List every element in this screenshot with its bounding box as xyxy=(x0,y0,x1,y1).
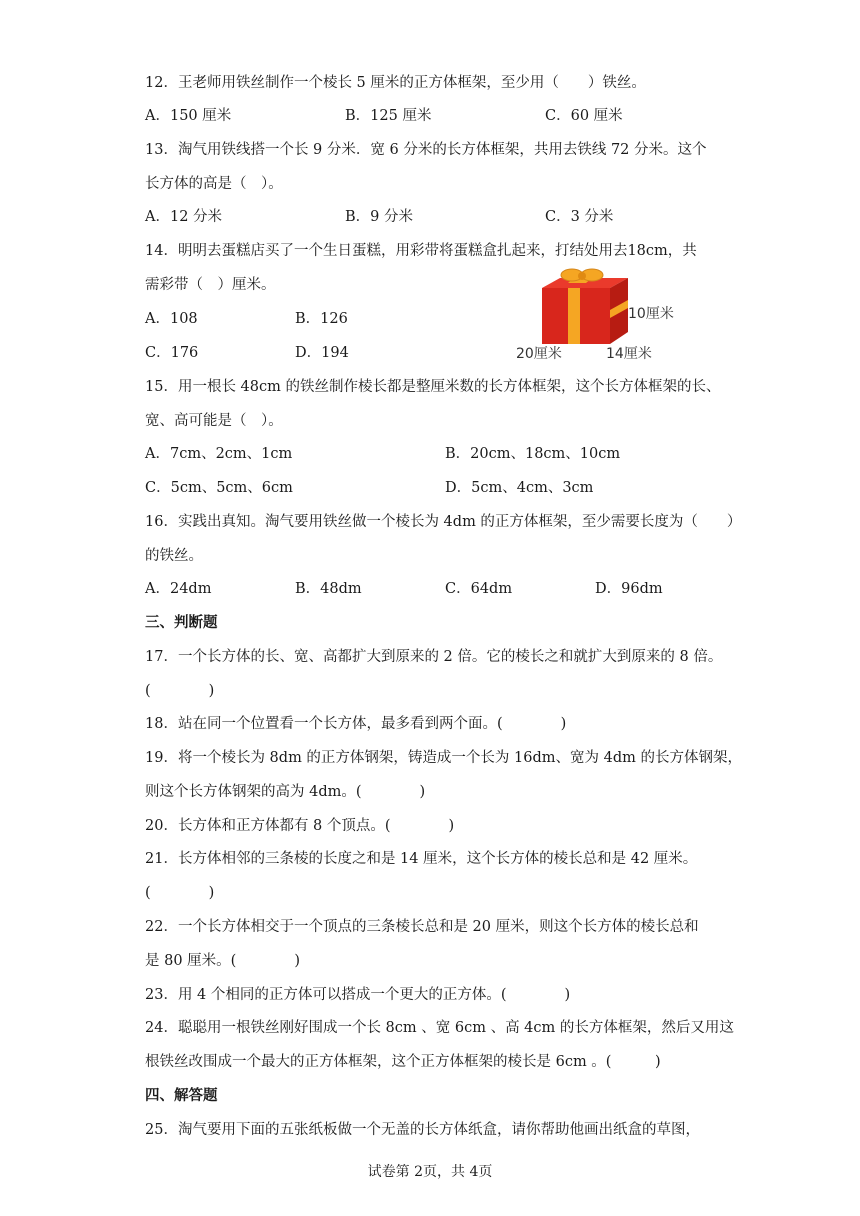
q13-option-c: C．3 分米 xyxy=(545,209,614,225)
question-14-stem-line2: 需彩带（ ）厘米。 xyxy=(145,277,276,293)
section-4-title: 四、解答题 xyxy=(145,1088,218,1104)
q12-option-b: B．125 厘米 xyxy=(345,108,432,124)
question-16-stem-line1: 16．实践出真知。淘气要用铁丝做一个棱长为 4dm 的正方体框架，至少需要长度为（ ） xyxy=(145,514,742,530)
q15-option-c: C．5cm、5cm、6cm xyxy=(145,480,293,496)
q14-option-a: A．108 xyxy=(145,311,198,327)
q16-option-a: A．24dm xyxy=(145,581,212,597)
q12-option-c: C．60 厘米 xyxy=(545,108,623,124)
q15-option-a: A．7cm、2cm、1cm xyxy=(145,446,293,462)
q13-option-b: B．9 分米 xyxy=(345,209,413,225)
judge-23: 23．用 4 个相同的正方体可以搭成一个更大的正方体。( ) xyxy=(145,987,571,1003)
length-label: 20厘米 xyxy=(516,346,562,362)
judge-19-line1: 19．将一个棱长为 8dm 的正方体钢架，铸造成一个长为 16dm、宽为 4dm 的长方体钢架， xyxy=(145,750,742,766)
question-25-stem: 25．淘气要用下面的五张纸板做一个无盖的长方体纸盒，请你帮助他画出纸盒的草图， xyxy=(145,1122,700,1138)
judge-24-line1: 24．聪聪用一根铁丝刚好围成一个长 8cm 、宽 6cm 、高 4cm 的长方体框架，然后又用这 xyxy=(145,1020,734,1036)
judge-17-line1: 17．一个长方体的长、宽、高都扩大到原来的 2 倍。它的棱长之和就扩大到原来的 8 倍。 xyxy=(145,649,723,665)
q13-option-a: A．12 分米 xyxy=(145,209,223,225)
gift-box-figure xyxy=(510,266,680,366)
q14-option-b: B．126 xyxy=(295,311,348,327)
judge-21-line1: 21．长方体相邻的三条棱的长度之和是 14 厘米，这个长方体的棱长总和是 42 厘米。 xyxy=(145,851,698,867)
q14-option-c: C．176 xyxy=(145,345,199,361)
judge-17-line2: ( ) xyxy=(145,683,215,699)
judge-18: 18．站在同一个位置看一个长方体，最多看到两个面。( ) xyxy=(145,716,567,732)
question-15-stem-line1: 15．用一根长 48cm 的铁丝制作棱长都是整厘米数的长方体框架，这个长方体框架的长、 xyxy=(145,379,721,395)
question-14-stem-line1: 14．明明去蛋糕店买了一个生日蛋糕，用彩带将蛋糕盒扎起来，打结处用去18cm，共 xyxy=(145,243,697,259)
width-label: 14厘米 xyxy=(606,346,652,362)
q15-option-b: B．20cm、18cm、10cm xyxy=(445,446,621,462)
question-13-stem-line2: 长方体的高是（ ）。 xyxy=(145,176,283,192)
q16-option-c: C．64dm xyxy=(445,581,513,597)
judge-19-line2: 则这个长方体钢架的高为 4dm。( ) xyxy=(145,784,426,800)
q16-option-b: B．48dm xyxy=(295,581,362,597)
q15-option-d: D．5cm、4cm、3cm xyxy=(445,480,594,496)
q12-option-a: A．150 厘米 xyxy=(145,108,232,124)
judge-21-line2: ( ) xyxy=(145,885,215,901)
q14-option-d: D．194 xyxy=(295,345,349,361)
page-footer: 试卷第 2页，共 4页 xyxy=(367,1164,493,1180)
judge-24-line2: 根铁丝改围成一个最大的正方体框架，这个正方体框架的棱长是 6cm 。( ) xyxy=(145,1054,661,1070)
height-label: 10厘米 xyxy=(628,306,674,322)
question-12-stem: 12．王老师用铁丝制作一个棱长 5 厘米的正方体框架，至少用（ ）铁丝。 xyxy=(145,75,646,91)
judge-22-line2: 是 80 厘米。( ) xyxy=(145,953,300,969)
gift-box-icon xyxy=(542,269,628,344)
judge-22-line1: 22．一个长方体相交于一个顶点的三条棱长总和是 20 厘米，则这个长方体的棱长总和 xyxy=(145,919,699,935)
question-15-stem-line2: 宽、高可能是（ ）。 xyxy=(145,413,283,429)
question-16-stem-line2: 的铁丝。 xyxy=(145,548,203,564)
section-3-title: 三、判断题 xyxy=(145,615,218,631)
judge-20: 20．长方体和正方体都有 8 个顶点。( ) xyxy=(145,818,455,834)
q16-option-d: D．96dm xyxy=(595,581,663,597)
question-13-stem-line1: 13．淘气用铁线搭一个长 9 分米．宽 6 分米的长方体框架，共用去铁线 72 分米。这个 xyxy=(145,142,707,158)
